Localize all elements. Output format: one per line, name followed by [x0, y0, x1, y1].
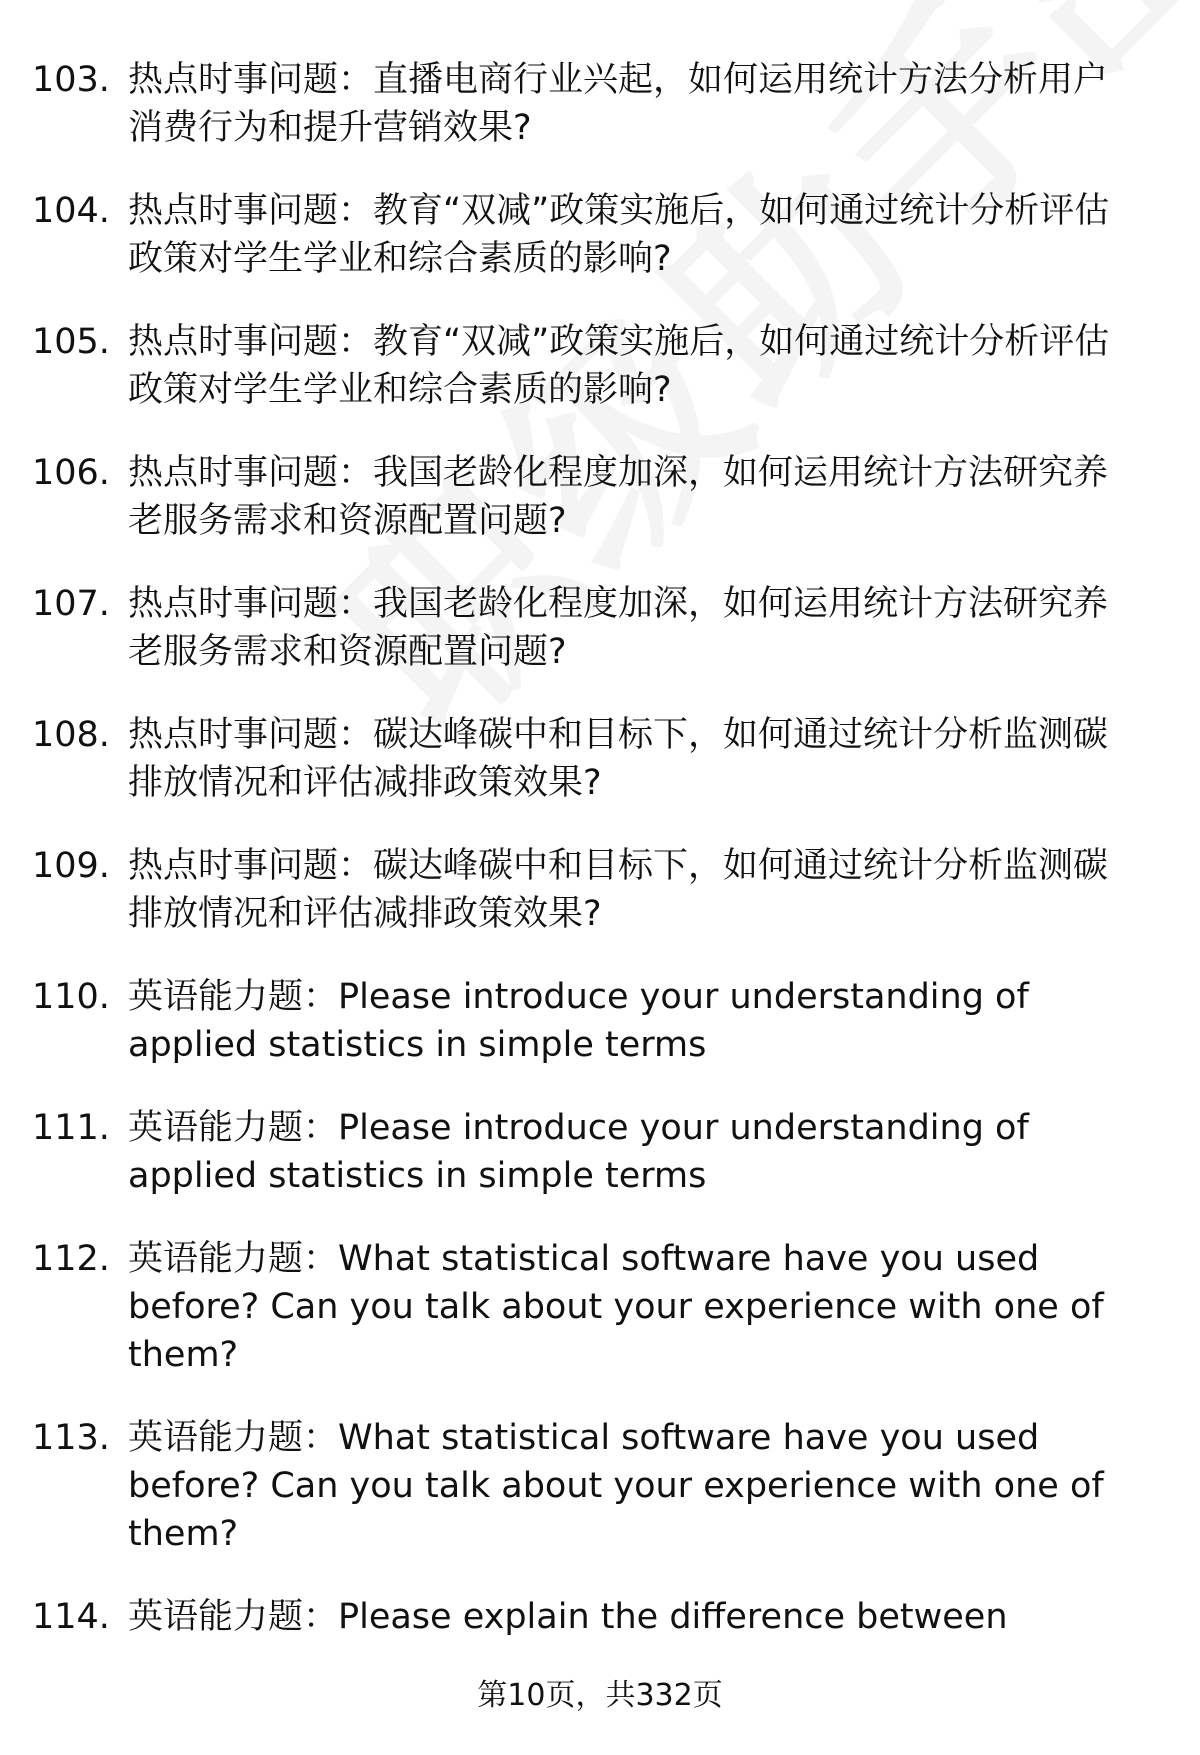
question-text: 热点时事问题：我国老龄化程度加深，如何运用统计方法研究养老服务需求和资源配置问题? [128, 453, 1109, 541]
question-item [0, 1593, 1200, 1641]
question-item [0, 449, 1200, 545]
question-text: 英语能力题：Please introduce your understanding of applied statistics in simple terms [128, 1108, 1029, 1196]
question-number: 112. [32, 1239, 110, 1279]
question-text: 热点时事问题：碳达峰碳中和目标下，如何通过统计分析监测碳排放情况和评估减排政策效果? [128, 846, 1109, 934]
question-text: 英语能力题：Please explain the difference between [128, 1597, 1008, 1637]
question-number: 113. [32, 1418, 110, 1458]
question-item [0, 187, 1200, 283]
question-text: 热点时事问题：我国老龄化程度加深，如何运用统计方法研究养老服务需求和资源配置问题? [128, 584, 1109, 672]
question-text: 热点时事问题：碳达峰碳中和目标下，如何通过统计分析监测碳排放情况和评估减排政策效果? [128, 715, 1109, 803]
question-number: 104. [32, 191, 110, 231]
question-text: 热点时事问题：直播电商行业兴起，如何运用统计方法分析用户消费行为和提升营销效果? [128, 60, 1109, 148]
question-item [0, 1414, 1200, 1558]
question-item [0, 318, 1200, 414]
question-text: 热点时事问题：教育“双减”政策实施后，如何通过统计分析评估政策对学生学业和综合素质的影响? [128, 191, 1110, 279]
question-item [0, 842, 1200, 938]
question-number: 110. [32, 977, 110, 1017]
question-number: 114. [32, 1597, 110, 1637]
question-item [0, 973, 1200, 1069]
question-item [0, 1235, 1200, 1379]
question-item [0, 56, 1200, 152]
question-text: 英语能力题：Please introduce your understanding of applied statistics in simple terms [128, 977, 1029, 1065]
question-number: 103. [32, 60, 110, 100]
question-number: 111. [32, 1108, 110, 1148]
question-number: 105. [32, 322, 110, 362]
question-number: 107. [32, 584, 110, 624]
question-text: 英语能力题：What statistical software have you used before? Can you talk about your experience with one of them? [128, 1239, 1104, 1375]
page-footer: 第10页，共332页 [477, 1678, 723, 1713]
question-item [0, 711, 1200, 807]
question-item [0, 580, 1200, 676]
question-text: 英语能力题：What statistical software have you used before? Can you talk about your experience with one of them? [128, 1418, 1104, 1554]
question-number: 109. [32, 846, 110, 886]
question-number: 106. [32, 453, 110, 493]
question-list [0, 56, 1200, 1676]
question-number: 108. [32, 715, 110, 755]
question-item [0, 1104, 1200, 1200]
question-text: 热点时事问题：教育“双减”政策实施后，如何通过统计分析评估政策对学生学业和综合素质的影响? [128, 322, 1110, 410]
